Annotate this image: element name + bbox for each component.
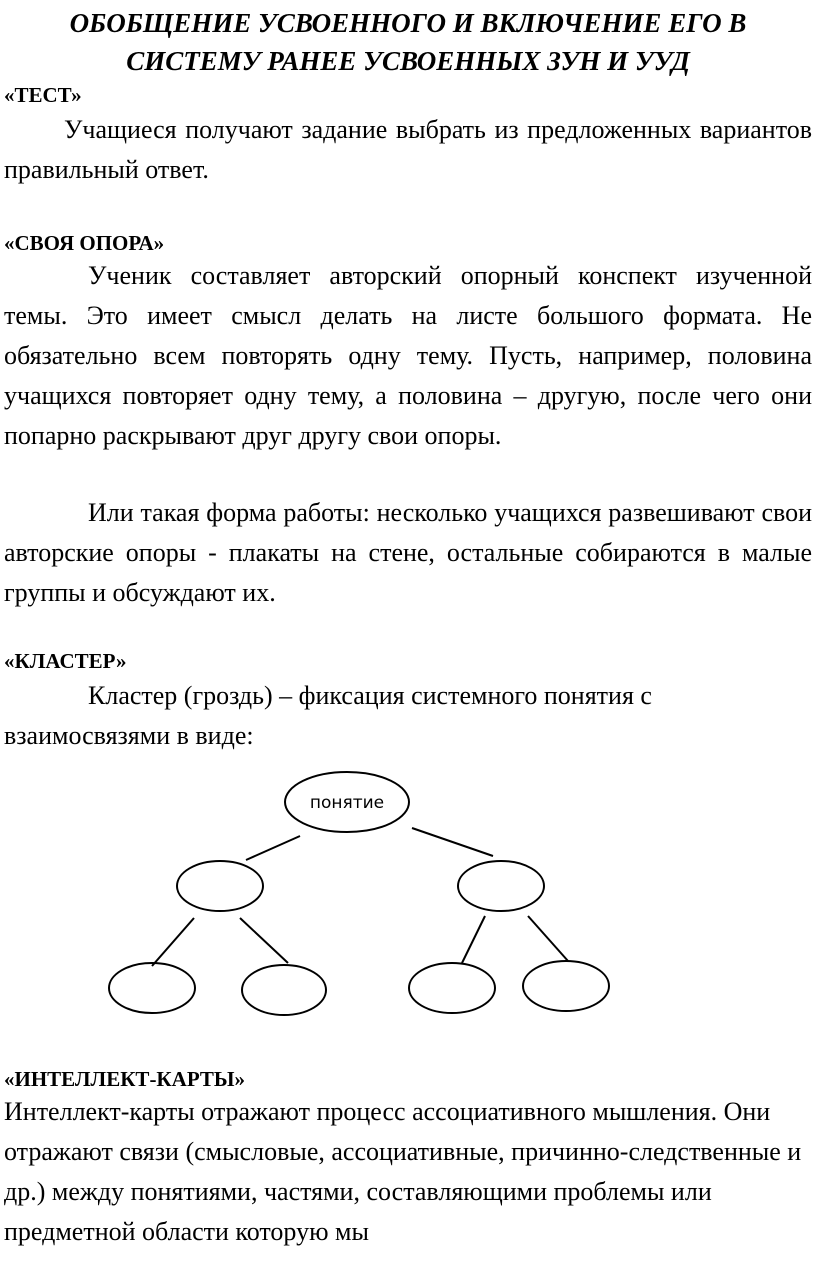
cluster-leaf-4 — [523, 961, 609, 1011]
own-support-text-1: Ученик составляет авторский опорный конспект изученной темы. Это имеет смысл делать на листе большого формата. Не обязательно всем повторять одну тему. Пусть, например, половина учащихся повторяет одну тему, а половина – другую, после чего они попарно раскрывают друг другу свои опоры. — [4, 261, 812, 450]
title-line-1: ОБОБЩЕНИЕ УСВОЕННОГО И ВКЛЮЧЕНИЕ ЕГО В — [69, 8, 747, 38]
cluster-node-right — [458, 861, 544, 911]
title-line-2: СИСТЕМУ РАНЕЕ УСВОЕННЫХ ЗУН И УУД — [126, 46, 690, 76]
cluster-text: Кластер (гроздь) – фиксация системного понятия с взаимосвязями в виде: — [4, 681, 652, 750]
cluster-heading: «КЛАСТЕР» — [4, 649, 127, 673]
mind-maps-text: Интеллект-карты отражают процесс ассоциативного мышления. Они отражают связи (смысловые, ассоциативные, причинно-следственные и др.) между понятиями, частями, составляющими проблемы или предметной области которую мы — [4, 1097, 802, 1246]
cluster-root-label: понятие — [309, 793, 385, 813]
test-text: Учащиеся получают задание выбрать из предложенных вариантов правильный ответ. — [4, 115, 812, 184]
test-heading: «ТЕСТ» — [4, 83, 82, 107]
cluster-edge-left-b — [240, 918, 288, 963]
cluster-leaf-2 — [242, 965, 326, 1015]
own-support-paragraph-1 — [4, 256, 812, 456]
cluster-leaf-3 — [409, 963, 495, 1013]
cluster-edge-root-left — [246, 836, 300, 860]
cluster-paragraph — [4, 676, 812, 756]
own-support-heading: «СВОЯ ОПОРА» — [4, 231, 165, 255]
own-support-paragraph-2 — [4, 493, 812, 613]
cluster-edge-left-a — [152, 918, 194, 966]
mind-maps-heading: «ИНТЕЛЛЕКТ-КАРТЫ» — [4, 1067, 246, 1091]
cluster-edge-right-a — [462, 916, 485, 963]
cluster-diagram — [100, 768, 620, 1028]
mind-maps-paragraph — [4, 1092, 812, 1252]
cluster-edge-right-b — [528, 916, 568, 961]
test-paragraph — [4, 110, 812, 190]
own-support-text-2: Или такая форма работы: несколько учащихся развешивают свои авторские опоры - плакаты на стене, остальные собираются в малые группы и обсуждают их. — [4, 498, 812, 607]
cluster-node-left — [177, 861, 263, 911]
cluster-leaf-1 — [109, 963, 195, 1013]
cluster-edge-root-right — [412, 828, 493, 856]
page-title — [0, 4, 816, 80]
